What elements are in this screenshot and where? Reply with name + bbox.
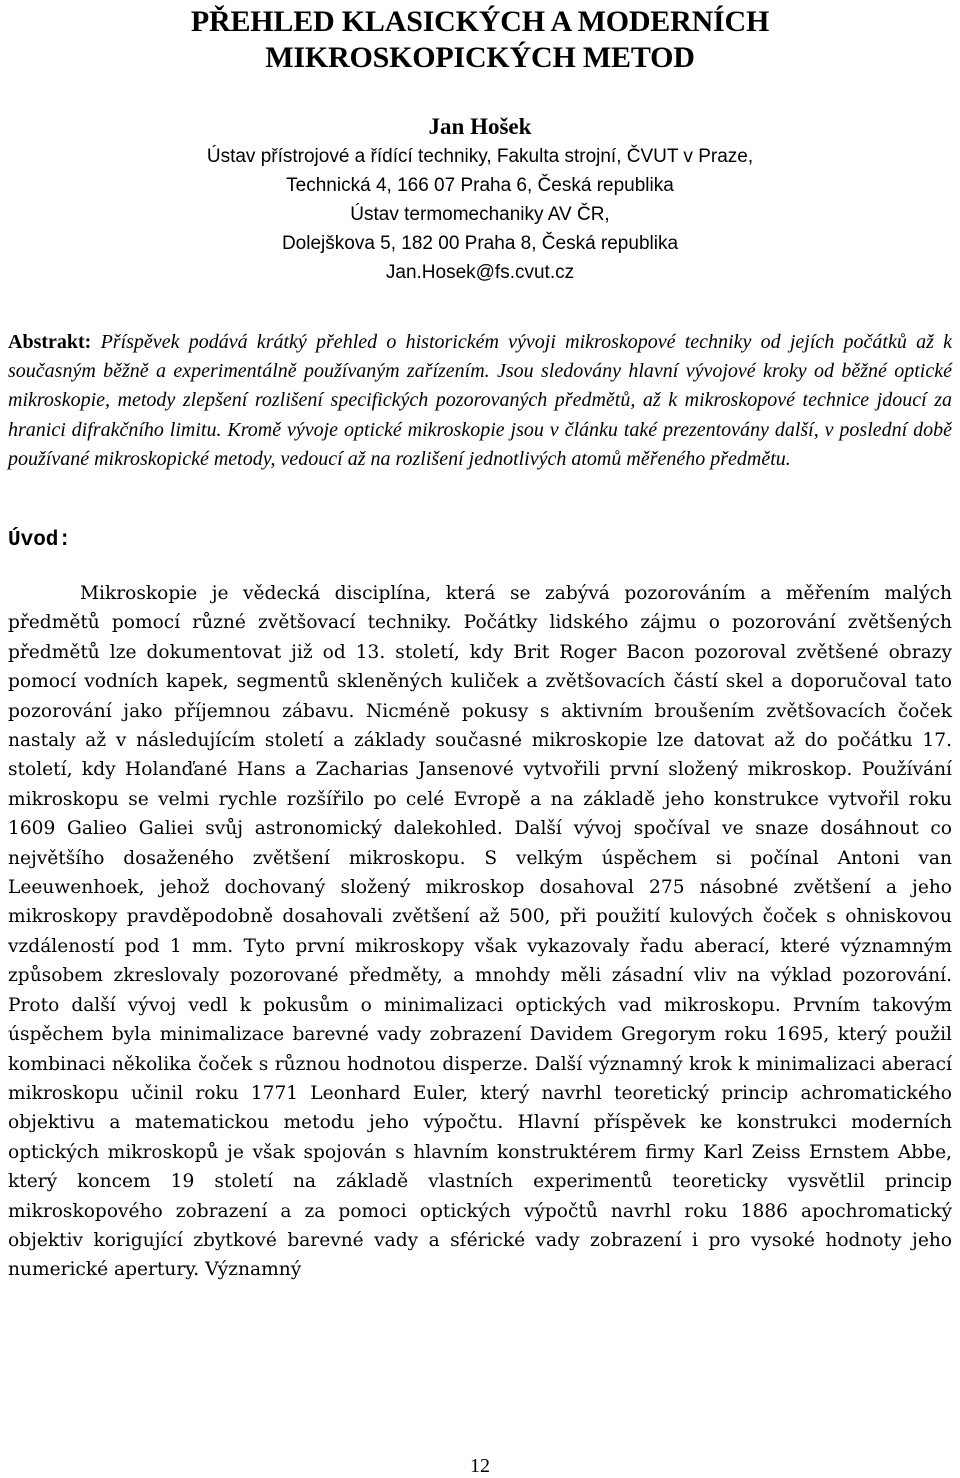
section-heading-intro: Úvod: [8, 529, 72, 553]
author-email: Jan.Hosek@fs.cvut.cz [385, 262, 575, 283]
abstract-label: Abstrakt: [8, 331, 92, 353]
paper-title-line-2: MIKROSKOPICKÝCH METOD [265, 41, 695, 74]
page-number: 12 [470, 1455, 490, 1477]
abstract [8, 328, 952, 474]
affiliation-line: Ústav přístrojové a řídící techniky, Fakulta strojní, ČVUT v Praze, [206, 146, 754, 167]
affiliation-line: Technická 4, 166 07 Praha 6, Česká republika [286, 175, 674, 196]
affiliation-line: Ústav termomechaniky AV ČR, [350, 204, 610, 225]
abstract-text: Příspěvek podává krátký přehled o historickém vývoji mikroskopové techniky od jejích počátků až k současným běžně a experimentálně používaným zařízením. Jsou sledovány hlavní vývojové kroky od běžné optické mikroskopie, metody zlepšení rozlišení specifických pozorovaných předmětů, až k mikroskopové technice jdoucí za hranici difrakčního limitu. Kromě vývoje optické mikroskopie jsou v článku také prezentovány další, v poslední době používané mikroskopické metody, vedoucí až na rozlišení jednotlivých atomů měřeného předmětu. [8, 331, 952, 470]
document-page [8, 0, 952, 1285]
author-block [8, 112, 952, 287]
intro-paragraph: Mikroskopie je vědecká disciplína, která se zabývá pozorováním a měřením malých předmětů pomocí různé zvětšovací techniky. Počátky lidského zájmu o pozorování zvětšených předmětů lze dokumentovat již od 13. století, kdy Brit Roger Bacon pozoroval zvětšené obrazy pomocí vodních kapek, segmentů skleněných kuliček a zvětšovacích částí skel a doporučoval tato pozorování jako příjemnou zábavu. Nicméně pokusy s aktivním broušením zvětšovacích čoček nastaly až v následujícím století a základy současné mikroskopie lze datovat až do počátku 17. století, kdy Holanďané Hans a Zacharias Jansenové vytvořili první složený mikroskop. Používání mikroskopu se velmi rychle rozšířilo po celé Evropě a na základě jeho konstrukce vytvořil roku 1609 Galieo Galiei svůj astronomický dalekohled. Další vývoj spočíval ve snaze dosáhnout co největšího dosaženého zvětšení mikroskopu. S velkým úspěchem si počínal Antoni van Leeuwenhoek, jehož dochovaný složený mikroskop dosahoval 275 násobné zvětšení a jeho mikroskopy pravděpodobně dosahovali zvětšení až 500, při použití kulových čoček s ohniskovou vzdáleností pod 1 mm. Tyto první mikroskopy však vykazovaly řadu aberací, které významným způsobem zkreslovaly pozorované předměty, a mnohdy měli zásadní vliv na výklad pozorování. Proto další vývoj vedl k pokusům o minimalizaci optických vad mikroskopu. Prvním takovým úspěchem byla minimalizace barevné vady zobrazení Davidem Gregorym roku 1695, který použil kombinaci několika čoček s různou hodnotou disperze. Další významný krok k minimalizaci aberací mikroskopu učinil roku 1771 Leonhard Euler, který navrhl teoretický princip achromatického objektivu a matematickou metodu jeho výpočtu. Hlavní příspěvek ke konstrukci moderních optických mikroskopů je však spojován s hlavním konstruktérem firmy Karl Zeiss Ernstem Abbe, který koncem 19 století na základě vlastních experimentů teoreticky vysvětlil princip mikroskopového zobrazení a za pomoci optických výpočtů navrhl roku 1886 apochromatický objektiv korigující zbytkové barevné vady a sférické vady zobrazení i pro vysoké hodnoty jeho numerické apertury. Významný [8, 583, 952, 1281]
author-name: Jan Hošek [428, 114, 532, 139]
paper-title-line-1: PŘEHLED KLASICKÝCH A MODERNÍCH [190, 5, 770, 38]
affiliation-line: Dolejškova 5, 182 00 Praha 8, Česká republika [281, 233, 679, 254]
paper-title [8, 4, 952, 76]
